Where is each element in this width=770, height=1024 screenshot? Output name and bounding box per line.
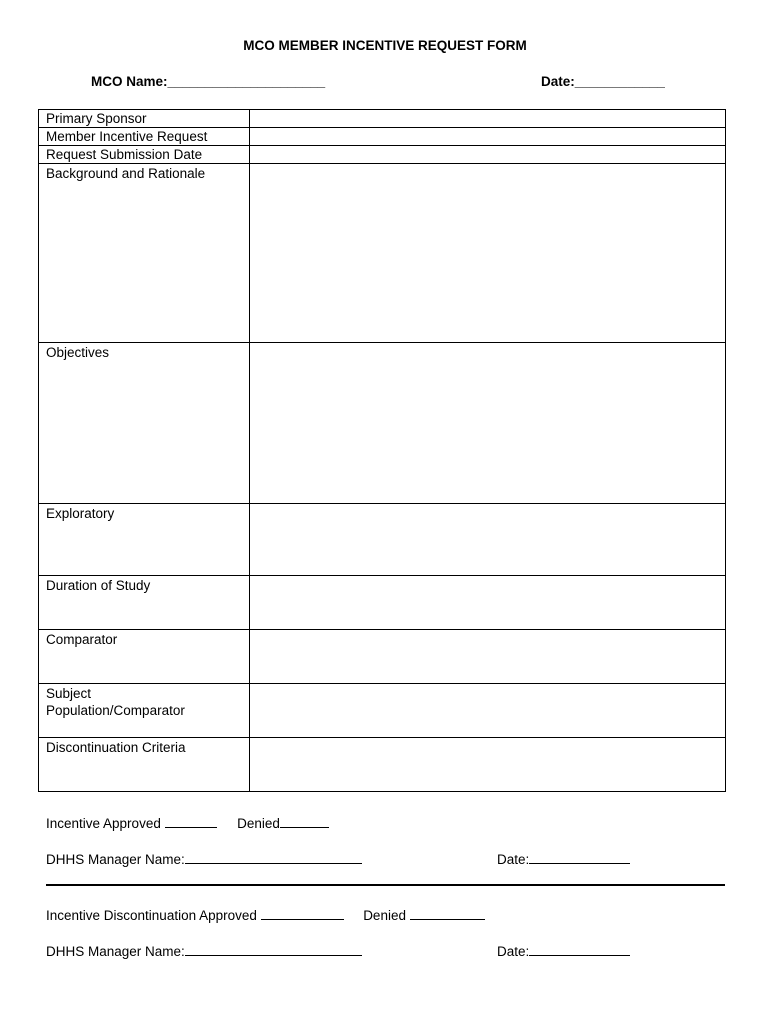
- row-label: Objectives: [39, 343, 250, 504]
- discontinuation-date-line: [497, 941, 630, 959]
- denied-blank[interactable]: [280, 813, 329, 828]
- form-title: MCO MEMBER INCENTIVE REQUEST FORM: [243, 38, 527, 53]
- row-label: Comparator: [39, 630, 250, 684]
- row-label: Subject Population/Comparator: [39, 684, 250, 738]
- row-label: Exploratory: [39, 504, 250, 576]
- row-label: Primary Sponsor: [39, 110, 250, 128]
- discontinuation-date-blank[interactable]: [529, 941, 630, 956]
- discontinuation-date-label: Date:: [497, 944, 530, 959]
- discontinuation-criteria-input[interactable]: [250, 738, 726, 792]
- table-row: [39, 630, 726, 684]
- table-row: [39, 164, 726, 343]
- approval-date-blank[interactable]: [529, 849, 630, 864]
- mco-name-field[interactable]: MCO Name:_____________________: [91, 74, 326, 89]
- request-table: [38, 109, 726, 792]
- denied-label: Denied: [237, 816, 280, 831]
- manager-name-label: DHHS Manager Name:: [46, 852, 185, 867]
- duration-of-study-input[interactable]: [250, 576, 726, 630]
- table-row: [39, 576, 726, 630]
- objectives-input[interactable]: [250, 343, 726, 504]
- row-label: Request Submission Date: [39, 146, 250, 164]
- table-row: [39, 684, 726, 738]
- discontinuation-manager-label: DHHS Manager Name:: [46, 944, 185, 959]
- incentive-approved-blank[interactable]: [165, 813, 217, 828]
- row-label: Discontinuation Criteria: [39, 738, 250, 792]
- table-row: [39, 738, 726, 792]
- discontinuation-denied-blank[interactable]: [410, 905, 485, 920]
- header-date-field[interactable]: Date:____________: [541, 74, 665, 89]
- request-submission-date-input[interactable]: [250, 146, 726, 164]
- row-label: Member Incentive Request: [39, 128, 250, 146]
- table-row: [39, 504, 726, 576]
- table-row: [39, 128, 726, 146]
- discontinuation-approved-label: Incentive Discontinuation Approved: [46, 908, 257, 923]
- discontinuation-denied-label: Denied: [363, 908, 406, 923]
- section-divider: [46, 884, 725, 886]
- discontinuation-line: [46, 905, 485, 923]
- discontinuation-manager-blank[interactable]: [185, 941, 362, 956]
- table-row: [39, 146, 726, 164]
- subject-population-input[interactable]: [250, 684, 726, 738]
- incentive-approved-label: Incentive Approved: [46, 816, 161, 831]
- row-label: Duration of Study: [39, 576, 250, 630]
- exploratory-input[interactable]: [250, 504, 726, 576]
- table-row: [39, 343, 726, 504]
- background-rationale-input[interactable]: [250, 164, 726, 343]
- row-label: Background and Rationale: [39, 164, 250, 343]
- manager-line: [46, 849, 362, 867]
- manager-name-blank[interactable]: [185, 849, 362, 864]
- approval-date-line: [497, 849, 630, 867]
- approval-line: [46, 813, 329, 831]
- discontinuation-manager-line: [46, 941, 362, 959]
- primary-sponsor-input[interactable]: [250, 110, 726, 128]
- member-incentive-request-input[interactable]: [250, 128, 726, 146]
- discontinuation-approved-blank[interactable]: [261, 905, 344, 920]
- comparator-input[interactable]: [250, 630, 726, 684]
- approval-date-label: Date:: [497, 852, 530, 867]
- table-row: [39, 110, 726, 128]
